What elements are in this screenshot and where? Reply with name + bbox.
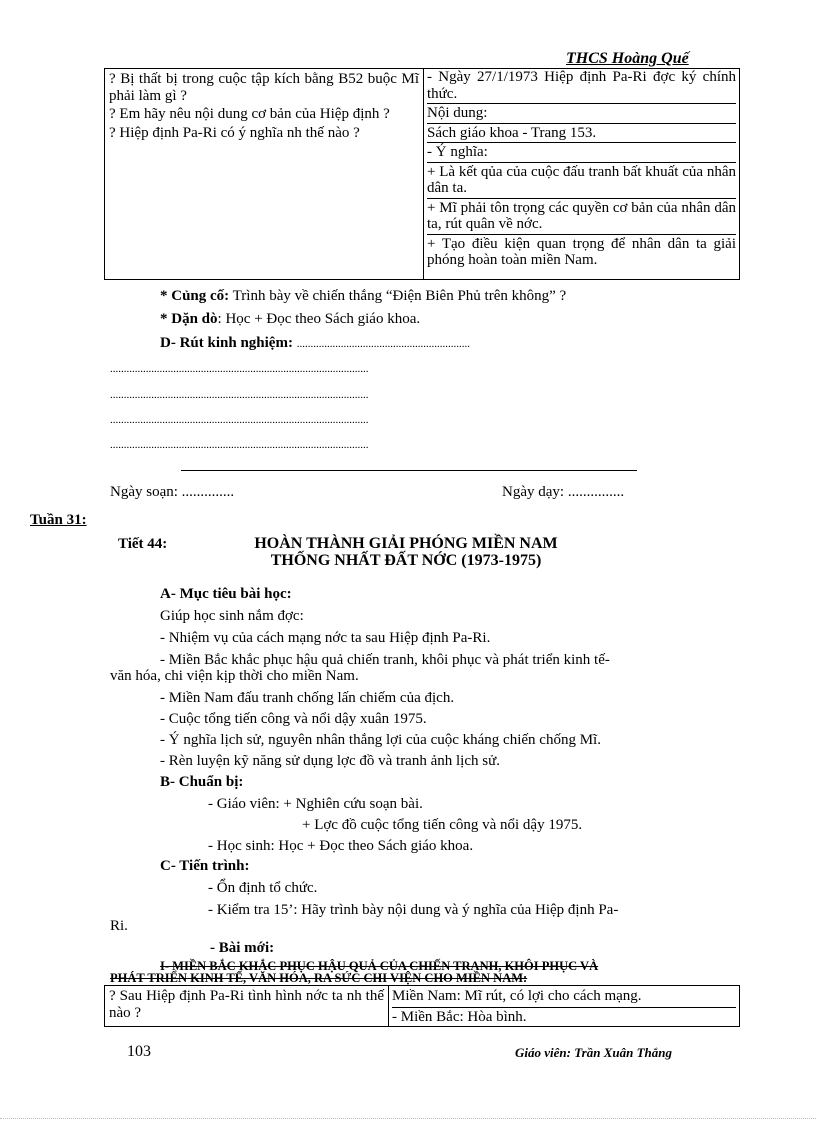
lesson-title (226, 536, 586, 570)
review-answer: Sách giáo khoa - Trang 153. (427, 125, 736, 144)
consolidation-label: * Củng cố: (160, 288, 230, 304)
objective-item: văn hóa, chi viện kịp thời cho miền Nam. (110, 668, 359, 684)
prep-student: - Học sinh: Học + Đọc theo Sách giáo khoa. (208, 838, 474, 854)
section-c-heading: C- Tiến trình: (160, 858, 250, 874)
content-question: ? Sau Hiệp định Pa-Ri tình hình nớc ta nh thế nào ? (105, 986, 389, 1027)
review-answer: - Ý nghĩa: (427, 144, 736, 163)
dot-line: .............................................................................................. (110, 439, 369, 451)
objective-item: - Miền Nam đấu tranh chống lấn chiếm của địch. (160, 690, 455, 706)
page-bottom-border (0, 1118, 816, 1119)
review-table (104, 68, 740, 280)
dot-line: .............................................................................................. (110, 363, 369, 375)
prep-teacher: - Giáo viên: + Nghiên cứu soạn bài. (208, 796, 423, 812)
review-question: ? Em hãy nêu nội dung cơ bản của Hiệp định ? (109, 106, 390, 122)
section-a-heading: A- Mục tiêu bài học: (160, 586, 292, 602)
section-a-intro: Giúp học sinh nắm đợc: (160, 608, 304, 624)
new-lesson-label: - Bài mới: (210, 940, 275, 956)
lesson-label: Tiết 44: (118, 536, 168, 552)
teach-date: Ngày dạy: ............... (502, 484, 625, 500)
review-answer: Nội dung: (427, 105, 736, 124)
objective-item: - Miền Bắc khắc phục hậu quả chiến tranh, khôi phục và phát triển kinh tế- (160, 652, 610, 668)
objective-item: - Rèn luyện kỹ năng sử dụng lợc đồ và tranh ảnh lịch sử. (160, 753, 500, 769)
separator-rule (181, 470, 637, 471)
review-answer: - Ngày 27/1/1973 Hiệp định Pa-Ri đợc ký chính thức. (427, 69, 736, 104)
answers-cell (424, 69, 740, 280)
content-answer-cell (389, 986, 740, 1027)
section-b-heading: B- Chuẩn bị: (160, 774, 244, 790)
homework-label: * Dặn dò (160, 311, 218, 327)
procedure-item: - Ổn định tổ chức. (208, 880, 318, 896)
dot-line: .............................................................................................. (110, 414, 369, 426)
procedure-item-cont: Ri. (110, 918, 128, 934)
review-answer: + Mĩ phải tôn trọng các quyền cơ bản của nhân dân ta, rút quân về nớc. (427, 200, 736, 235)
week-label: Tuần 31: (30, 512, 87, 528)
lesson-title-line1: HOÀN THÀNH GIẢI PHÓNG MIỀN NAM (254, 535, 558, 552)
dot-line: .............................................................................................. (110, 389, 369, 401)
homework-text: : Học + Đọc theo Sách giáo khoa. (217, 311, 421, 327)
questions-cell (105, 69, 424, 280)
review-answer: + Tạo điều kiện quan trọng để nhân dân ta giải phóng hoàn toàn miền Nam. (427, 235, 736, 268)
objective-item: - Ý nghĩa lịch sử, nguyên nhân thắng lợi của cuộc kháng chiến chống Mĩ. (160, 732, 601, 748)
experience-label: D- Rút kinh nghiệm: (160, 335, 293, 351)
prep-date: Ngày soạn: .............. (110, 484, 235, 500)
review-answer: + Là kết qủa của cuộc đấu tranh bất khuất của nhân dân ta. (427, 164, 736, 199)
part-heading-line1: I- MIỀN BẮC KHẮC PHỤC HẬU QUẢ CỦA CHIẾN TRANH, KHÔI PHỤC VÀ (160, 959, 599, 973)
objective-item: - Cuộc tổng tiến công và nổi dậy xuân 1975. (160, 711, 427, 727)
school-header: THCS Hoàng Quế (566, 50, 689, 67)
content-answer: - Miền Bắc: Hòa bình. (392, 1008, 527, 1025)
experience-dots: ............................................................... (296, 338, 470, 350)
objective-item: - Nhiệm vụ của cách mạng nớc ta sau Hiệp định Pa-Ri. (160, 630, 491, 646)
content-table (104, 985, 740, 1027)
lesson-title-line2: THỐNG NHẤT ĐẤT NỚC (1973-1975) (270, 551, 542, 569)
consolidation-text: Trình bày về chiến thắng “Điện Biên Phủ trên không” ? (229, 288, 567, 304)
page-number: 103 (127, 1043, 151, 1060)
review-question: ? Bị thất bị trong cuộc tập kích bằng B52 buộc Mĩ phải làm gì ? (109, 71, 419, 104)
consolidation-line (160, 288, 566, 305)
procedure-item: - Kiểm tra 15’: Hãy trình bày nội dung và ý nghĩa của Hiệp định Pa- (208, 902, 619, 918)
prep-teacher-map: + Lợc đồ cuộc tổng tiến công và nổi dậy 1975. (302, 817, 583, 833)
review-question: ? Hiệp định Pa-Ri có ý nghĩa nh thế nào ? (109, 124, 360, 141)
homework-line (160, 311, 420, 328)
part-heading-line2: PHÁT TRIỂN KINH TẾ, VĂN HÓA, RA SỨC CHI VIỆN CHO MIỀN NAM: (110, 971, 528, 985)
experience-line (160, 335, 470, 352)
content-answer: Miền Nam: Mĩ rút, có lợi cho cách mạng. (392, 986, 736, 1008)
teacher-name: Giáo viên: Trần Xuân Thắng (515, 1045, 672, 1060)
